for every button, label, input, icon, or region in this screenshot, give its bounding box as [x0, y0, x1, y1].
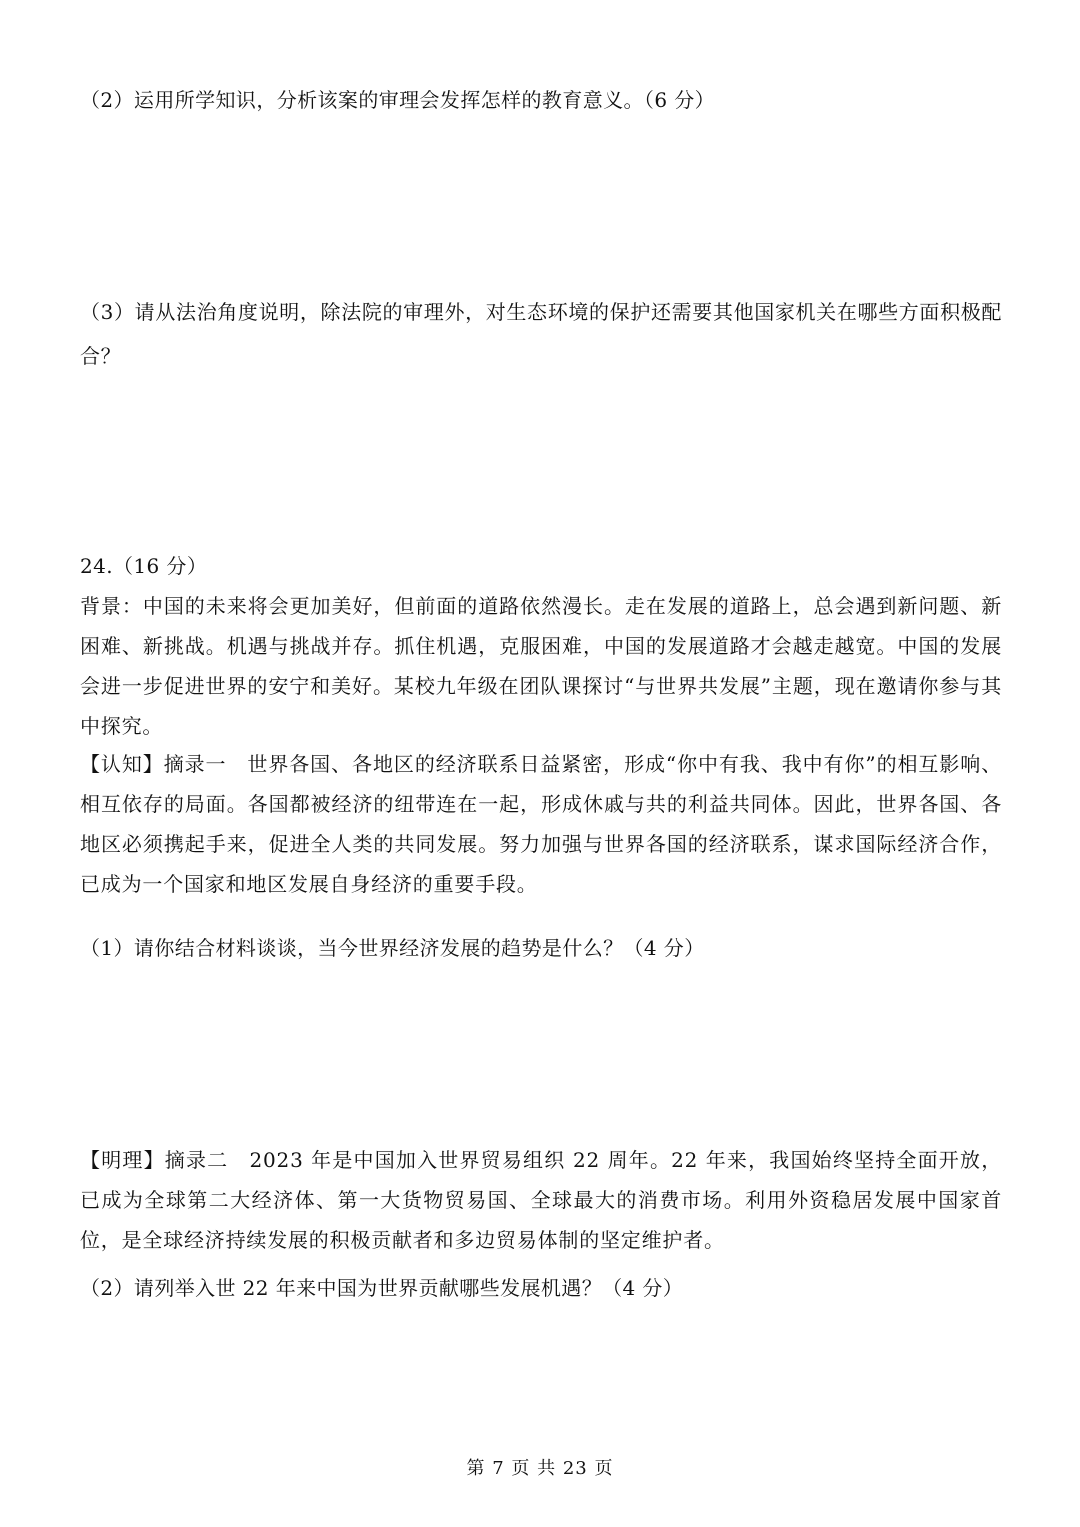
q24-header: 24.（16 分）: [80, 554, 208, 578]
q23-part3-prompt: （3）请从法治角度说明，除法院的审理外，对生态环境的保护还需要其他国家机关在哪些方面积极配合？: [80, 300, 1002, 368]
q24-excerpt1-text: 【认知】摘录一 世界各国、各地区的经济联系日益紧密，形成“你中有我、我中有你”的相互影响、相互依存的局面。各国都被经济的纽带连在一起，形成休戚与共的利益共同体。因此，世界各国、各地区必须携起手来，促进全人类的共同发展。努力加强与世界各国的经济联系，谋求国际经济合作，已成为一个国家和地区发展自身经济的重要手段。: [80, 752, 1002, 896]
q24-part2-prompt: （2）请列举入世 22 年来中国为世界贡献哪些发展机遇？（4 分）: [80, 1276, 684, 1300]
page-number-footer: 第 7 页 共 23 页: [466, 1458, 614, 1479]
q24-excerpt2-text: 【明理】摘录二 2023 年是中国加入世界贸易组织 22 周年。22 年来，我国始终坚持全面开放，已成为全球第二大经济体、第一大货物贸易国、全球最大的消费市场。利用外资稳居发展中国家首位，是全球经济持续发展的积极贡献者和多边贸易体制的坚定维护者。: [80, 1148, 1002, 1252]
q24-background-text: 背景：中国的未来将会更加美好，但前面的道路依然漫长。走在发展的道路上，总会遇到新问题、新困难、新挑战。机遇与挑战并存。抓住机遇，克服困难，中国的发展道路才会越走越宽。中国的发展会进一步促进世界的安宁和美好。某校九年级在团队课探讨“与世界共发展”主题，现在邀请你参与其中探究。: [80, 594, 1002, 738]
q24-part1-prompt: （1）请你结合材料谈谈，当今世界经济发展的趋势是什么？（4 分）: [80, 936, 705, 960]
q23-part2-prompt: （2）运用所学知识，分析该案的审理会发挥怎样的教育意义。（6 分）: [80, 88, 716, 112]
